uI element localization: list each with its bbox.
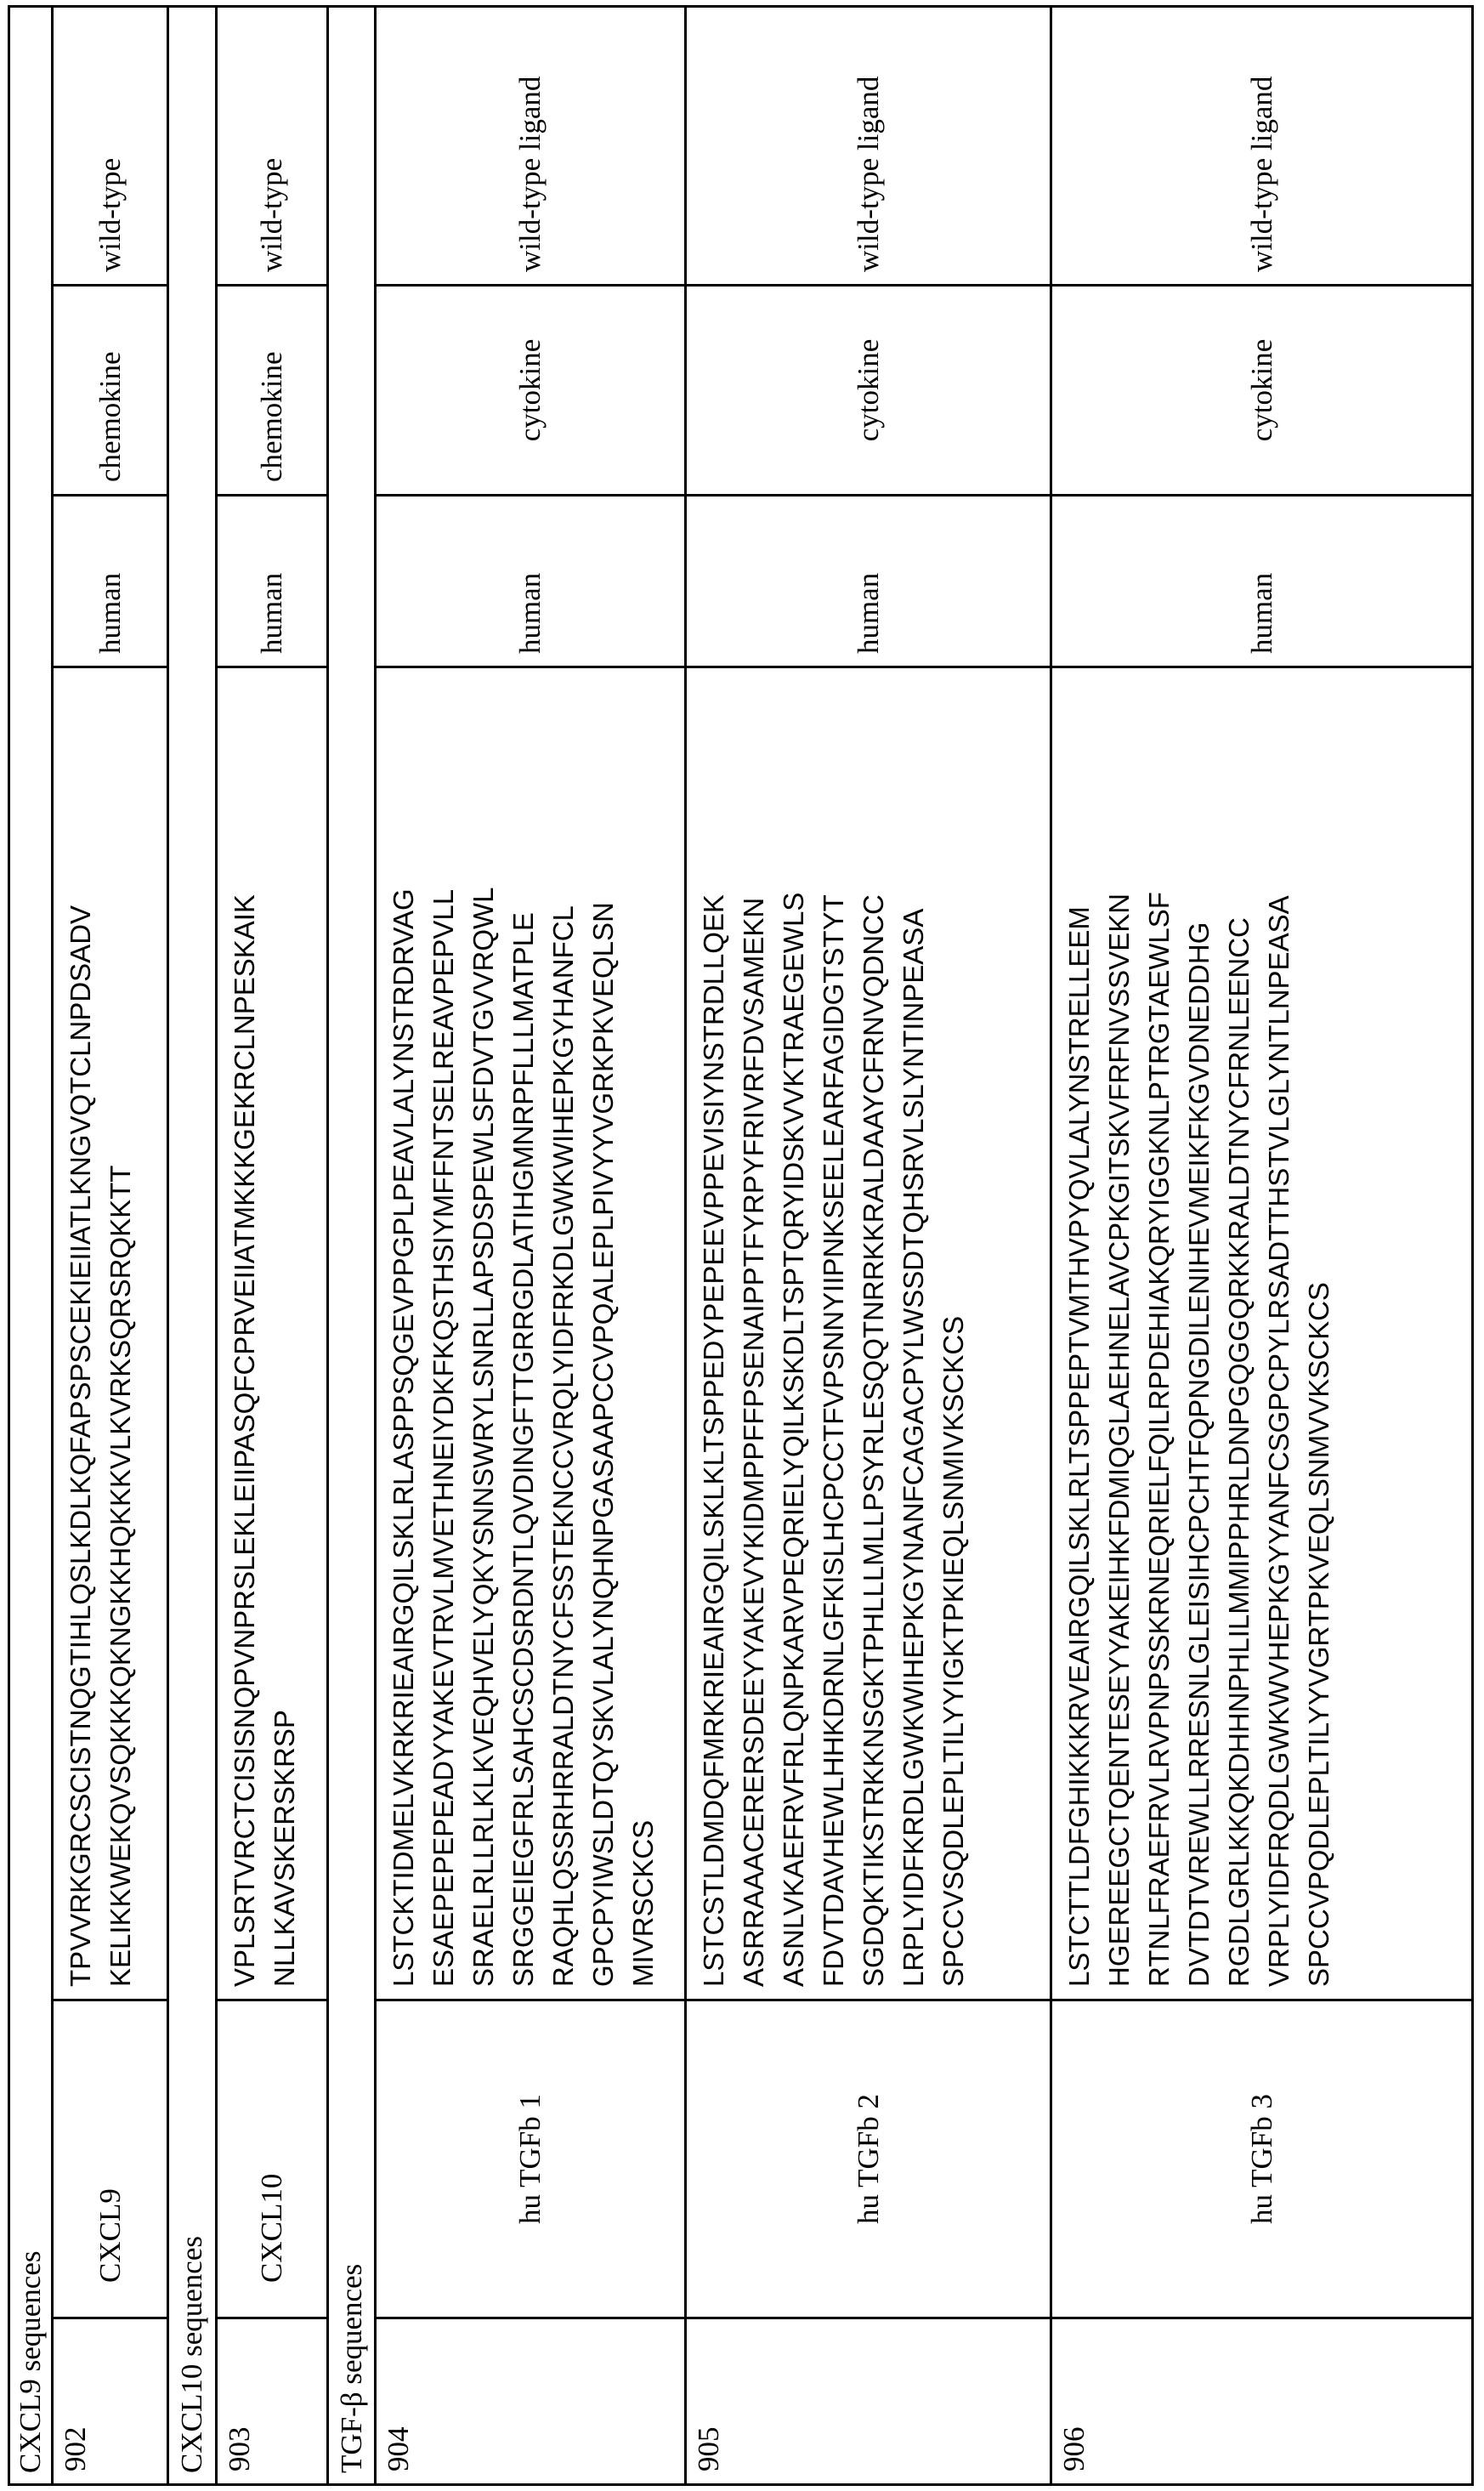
species: human — [53, 496, 168, 667]
description: wild-type ligand — [376, 6, 686, 285]
molecule-type: chemokine — [53, 286, 168, 496]
table-row — [686, 6, 1051, 2484]
section-header: CXCL10 sequences — [168, 6, 217, 2484]
seq-id: 902 — [53, 2318, 168, 2485]
species: human — [686, 496, 1051, 667]
sequence-line: LRPLYIDFKRDLGWKWIHEPKGYNANFCAGACPYLWSSDTQHSRVLSLYNTINPEASA — [893, 680, 933, 1987]
sequence-line: RGDLGRLKKQKDHHNPHLILMMIPPHRLDNPGQGGQRKKRALDTNYCFRNLEENCC — [1219, 680, 1259, 1987]
sequence-line: FDVTDAVHEWLHHKDRNLGFKISLHCPCCTFVPSNNYIIPNKSEELEARFAGIDGTSTYT — [813, 680, 853, 1987]
sequence-line: MIVRSCKCS — [623, 680, 663, 1987]
section-header-row — [168, 6, 217, 2484]
species: human — [217, 496, 328, 667]
sequence-line: SRGGEIEGFRLSAHCSCDSRDNTLQVDINGFTTGRRGDLATIHGMNRPFLLLMATPLE — [503, 680, 543, 1987]
sequence-line: ESAEPEPEPEADYYAKEVTRVLMVETHNEIYDKFKQSTHSIYMFFNTSELREAVPEPVLL — [423, 680, 463, 1987]
sequence-line: VRPLYIDFRQDLGWKWVHEPKGYYANFCSGPCPYLRSADTTHSTVLGLYNTLNPEASA — [1259, 680, 1299, 1987]
description: wild-type — [217, 6, 328, 285]
seq-id: 905 — [686, 2318, 1051, 2485]
sequence-line: ASRRAAACERERSDEEYYAKEVYKIDMPPFFPSENAIPPTFYRPYFRIVRFDVSAMEKN — [734, 680, 773, 1987]
section-header-row — [9, 6, 53, 2484]
sequence-line: SPCCVPQDLEPLTILYYVGRTPKVEQLSNMVVKSCKCS — [1299, 680, 1339, 1987]
protein-name: CXCL10 — [217, 2000, 328, 2318]
sequence-line: DVTDTVREWLLRRESNLGLEISIHCPCHTFQPNGDILENIHEVMEIKFKGVDNEDDHG — [1179, 680, 1219, 1987]
sequence-line: ASNLVKAEFRVFRLQNPKARVPEQRIELYQILKSKDLTSPTQRYIDSKVVKTRAEGEWLS — [773, 680, 813, 1987]
protein-name: hu TGFb 2 — [686, 2000, 1051, 2318]
sequence-line: LSTCTTLDFGHIKKKRVEAIRGQILSKLRLTSPPEPTVMTHVPYQVLALYNSTRELLEEM — [1059, 680, 1099, 1987]
section-header: TGF-β sequences — [328, 6, 376, 2484]
species: human — [1051, 496, 1473, 667]
sequence-line: SGDQKTIKSTRKKNSGKTPHLLLMLLPSYRLESQQTNRRKKRALDAAYCFRNVQDNCC — [853, 680, 893, 1987]
sequence-table — [8, 5, 1474, 2486]
description: wild-type ligand — [686, 6, 1051, 285]
seq-id: 904 — [376, 2318, 686, 2485]
section-header-row — [328, 6, 376, 2484]
sequence-line: NLLKAVSKERSKRSP — [264, 680, 304, 1987]
protein-name: CXCL9 — [53, 2000, 168, 2318]
amino-acid-sequence — [217, 667, 328, 2000]
seq-id: 906 — [1051, 2318, 1473, 2485]
sequence-line: RAQHLQSSRHRRALDTNYCFSSTEKNCCVRQLYIDFRKDLGWKWIHEPKGYHANFCL — [543, 680, 583, 1987]
molecule-type: chemokine — [217, 286, 328, 496]
description: wild-type — [53, 6, 168, 285]
sequence-line: SRAELRLLRLKLKVEQHVELYQKYSNNSWRYLSNRLLAPSDSPEWLSFDVTGVVRQWL — [463, 680, 503, 1987]
amino-acid-sequence — [1051, 667, 1473, 2000]
sequence-line: SPCCVSQDLEPLTILYYIGKTPKIEQLSNMIVKSCKCS — [933, 680, 973, 1987]
seq-id: 903 — [217, 2318, 328, 2485]
sequence-line: LSTCKTIDMELVKRKRIEAIRGQILSKLRLASPPSQGEVPPGPLPEAVLALYNSTRDRVAG — [383, 680, 423, 1987]
sequence-line: LSTCSTLDMDQFMRKRIEAIRGQILSKLKLTSPPEDYPEPEEVPPEVISIYNSTRDLLQEK — [694, 680, 734, 1987]
molecule-type: cytokine — [1051, 286, 1473, 496]
table-row — [1051, 6, 1473, 2484]
molecule-type: cytokine — [376, 286, 686, 496]
amino-acid-sequence — [376, 667, 686, 2000]
sequence-line: KELIKKWEKQVSQKKKQKNGKKHQKKKVLKVRKSQRSRQKKTT — [100, 680, 140, 1987]
table-row — [376, 6, 686, 2484]
sequence-line: TPVVRKGRCSCISTNQGTIHLQSLKDLKQFAPSPSCEKIEIIATLKNGVQTCLNPDSADV — [60, 680, 100, 1987]
amino-acid-sequence — [53, 667, 168, 2000]
table-row — [53, 6, 168, 2484]
protein-name: hu TGFb 3 — [1051, 2000, 1473, 2318]
sequence-line: VPLSRTVRCTCISISNQPVNPRSLEKLEIIPASQFCPRVEIIATMKKKGEKRCLNPESKAIK — [224, 680, 264, 1987]
amino-acid-sequence — [686, 667, 1051, 2000]
species: human — [376, 496, 686, 667]
rotated-sequence-table — [8, 8, 1471, 2486]
sequence-line: RTNLFRAEFRVLRVPNPSSKRNEQRIELFQILRPDEHIAKQRYIGGKNLPTRGTAEWLSF — [1139, 680, 1179, 1987]
table-row — [217, 6, 328, 2484]
description: wild-type ligand — [1051, 6, 1473, 285]
molecule-type: cytokine — [686, 286, 1051, 496]
protein-name: hu TGFb 1 — [376, 2000, 686, 2318]
sequence-line: HGEREEGCTQENTESEYYAKEIHKFDMIQGLAEHNELAVCPKGITSKVFRFNVSSVEKN — [1099, 680, 1139, 1987]
section-header: CXCL9 sequences — [9, 6, 53, 2484]
sequence-line: GPCPYIWSLDTQYSKVLALYNQHNPGASAAPCCVPQALEPLPIVYYVGRKPKVEQLSN — [583, 680, 623, 1987]
